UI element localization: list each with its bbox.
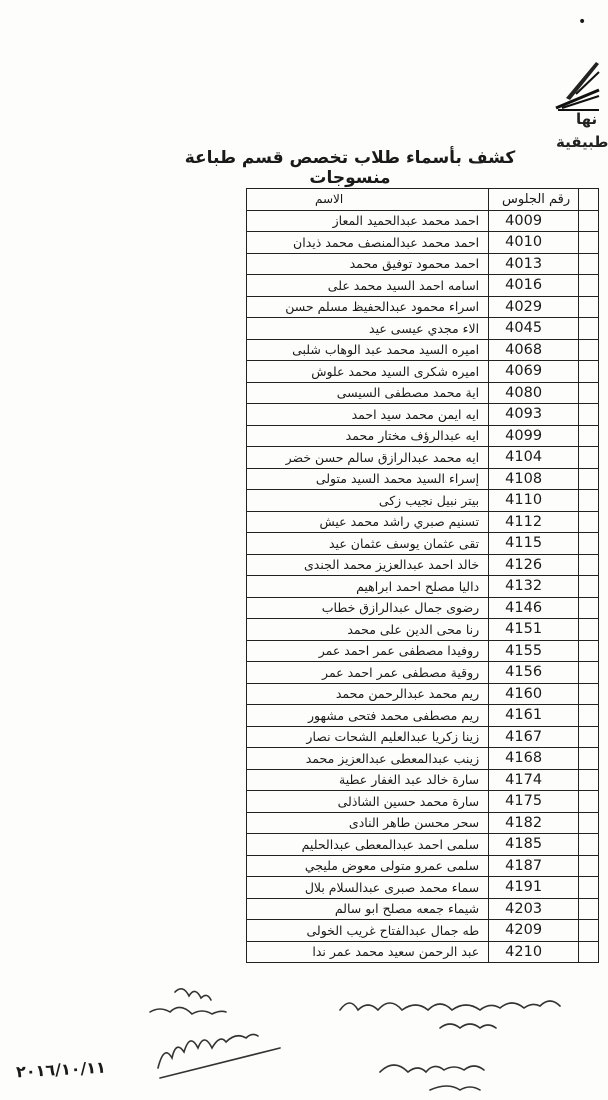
table-row [247,597,599,619]
table-row [247,468,599,490]
student-name-cell: ايه عبدالرؤف مختار محمد [247,425,489,447]
seat-number-cell: 4112 [489,511,579,533]
student-name-cell: رنا محى الدين على محمد [247,619,489,641]
table-row [247,877,599,899]
table-row [247,920,599,942]
institution-logo [556,52,599,112]
seat-number-cell: 4182 [489,812,579,834]
seat-number-cell: 4160 [489,683,579,705]
table-row [247,812,599,834]
extra-cell [579,382,599,404]
table-row [247,382,599,404]
seat-number-cell: 4010 [489,232,579,254]
student-name-cell: عبد الرحمن سعيد محمد عمر ندا [247,941,489,963]
table-body [247,210,599,963]
seat-number-cell: 4068 [489,339,579,361]
extra-cell [579,511,599,533]
seat-number-cell: 4174 [489,769,579,791]
table-row [247,253,599,275]
extra-cell [579,339,599,361]
table-row [247,296,599,318]
student-name-cell: تقى عثمان يوسف عثمان عيد [247,533,489,555]
extra-cell [579,769,599,791]
table-header-row [247,189,599,211]
seat-number-cell: 4167 [489,726,579,748]
extra-cell [579,791,599,813]
seat-number-cell: 4126 [489,554,579,576]
table-row [247,791,599,813]
table-row [247,511,599,533]
header-fragment-1: نها [576,110,598,128]
seat-number-cell: 4187 [489,855,579,877]
student-name-cell: ريم مصطفى محمد فتحى مشهور [247,705,489,727]
page-title: كشف بأسماء طلاب تخصص قسم طباعة منسوجات [184,148,516,188]
extra-cell [579,554,599,576]
student-table [246,188,599,963]
student-name-cell: سارة محمد حسين الشاذلى [247,791,489,813]
table-row [247,339,599,361]
student-name-cell: اميره شكرى السيد محمد علوش [247,361,489,383]
table-row [247,576,599,598]
table-row [247,683,599,705]
seat-number-cell: 4110 [489,490,579,512]
extra-cell [579,404,599,426]
student-name-cell: ريم محمد عبدالرحمن محمد [247,683,489,705]
seat-number-cell: 4104 [489,447,579,469]
extra-cell [579,812,599,834]
extra-cell [579,576,599,598]
extra-cell [579,361,599,383]
seat-number-cell: 4210 [489,941,579,963]
table-row [247,855,599,877]
student-name-cell: خالد احمد عبدالعزيز محمد الجندى [247,554,489,576]
seat-number-cell: 4203 [489,898,579,920]
student-name-cell: ايه ايمن محمد سيد احمد [247,404,489,426]
seat-number-cell: 4016 [489,275,579,297]
extra-cell [579,662,599,684]
seat-number-cell: 4115 [489,533,579,555]
extra-cell [579,877,599,899]
table-row [247,232,599,254]
seat-number-cell: 4185 [489,834,579,856]
student-name-cell: الاء مجدي عيسى عيد [247,318,489,340]
table-row [247,748,599,770]
student-name-cell: شيماء جمعه مصلح ابو سالم [247,898,489,920]
table-row [247,404,599,426]
extra-cell [579,468,599,490]
extra-cell [579,425,599,447]
table-row [247,361,599,383]
student-name-cell: روقية مصطفى عمر احمد عمر [247,662,489,684]
seat-number-cell: 4168 [489,748,579,770]
student-name-cell: داليا مصلح احمد ابراهيم [247,576,489,598]
extra-cell [579,275,599,297]
student-name-cell: احمد محمود توفيق محمد [247,253,489,275]
table-row [247,425,599,447]
student-name-cell: طه جمال عبدالفتاح غريب الخولى [247,920,489,942]
seat-number-cell: 4080 [489,382,579,404]
extra-cell [579,619,599,641]
seat-column-header: رقم الجلوس [489,189,579,211]
seat-number-cell: 4156 [489,662,579,684]
extra-cell [579,253,599,275]
table-row [247,210,599,232]
handwritten-signatures [0,980,599,1100]
student-name-cell: روفيدا مصطفى عمر احمد عمر [247,640,489,662]
seat-number-cell: 4029 [489,296,579,318]
student-name-cell: اميره السيد محمد عبد الوهاب شلبى [247,339,489,361]
student-name-cell: زينب عبدالمعطى عبدالعزيز محمد [247,748,489,770]
table-row [247,705,599,727]
table-row [247,640,599,662]
extra-cell [579,318,599,340]
extra-cell [579,210,599,232]
student-name-cell: سلمى احمد عبدالمعطى عبدالحليم [247,834,489,856]
student-name-cell: بيتر نبيل نجيب زكى [247,490,489,512]
student-name-cell: اية محمد مصطفى السيسى [247,382,489,404]
student-name-cell: اسامه احمد السيد محمد على [247,275,489,297]
seat-number-cell: 4191 [489,877,579,899]
student-name-cell: رضوى جمال عبدالرازق خطاب [247,597,489,619]
seat-number-cell: 4013 [489,253,579,275]
seat-number-cell: 4045 [489,318,579,340]
student-name-cell: زينا زكريا عبدالعليم الشحات نصار [247,726,489,748]
student-name-cell: تسنيم صبري راشد محمد عيش [247,511,489,533]
name-column-header: الاسم [247,189,489,211]
seat-number-cell: 4099 [489,425,579,447]
extra-cell [579,447,599,469]
student-name-cell: سحر محسن طاهر النادى [247,812,489,834]
table-row [247,619,599,641]
table-row [247,941,599,963]
extra-cell [579,920,599,942]
table-row [247,834,599,856]
seat-number-cell: 4161 [489,705,579,727]
extra-cell [579,834,599,856]
extra-cell [579,683,599,705]
extra-cell [579,898,599,920]
student-name-cell: احمد محمد عبدالمنصف محمد ذيدان [247,232,489,254]
seat-number-cell: 4146 [489,597,579,619]
corner-mark: • [578,14,587,30]
student-name-cell: سماء محمد صبرى عبدالسلام بلال [247,877,489,899]
seat-number-cell: 4175 [489,791,579,813]
table-row [247,554,599,576]
extra-cell [579,232,599,254]
extra-cell [579,705,599,727]
seat-number-cell: 4108 [489,468,579,490]
table-row [247,447,599,469]
extra-cell [579,855,599,877]
seat-number-cell: 4209 [489,920,579,942]
student-name-cell: إسراء السيد محمد السيد متولى [247,468,489,490]
table-row [247,662,599,684]
extra-cell [579,296,599,318]
extra-cell [579,748,599,770]
table-row [247,490,599,512]
table-row [247,533,599,555]
student-name-cell: ايه محمد عبدالرازق سالم حسن خضر [247,447,489,469]
extra-cell [579,640,599,662]
student-name-cell: سلمى عمرو متولى معوض مليجي [247,855,489,877]
table-row [247,318,599,340]
student-name-cell: سارة خالد عبد الغفار عطية [247,769,489,791]
student-name-cell: احمد محمد عبدالحميد المعاز [247,210,489,232]
extra-column-header [579,189,599,211]
extra-cell [579,726,599,748]
seat-number-cell: 4093 [489,404,579,426]
extra-cell [579,941,599,963]
extra-cell [579,533,599,555]
seat-number-cell: 4155 [489,640,579,662]
signature-date: ٢٠١٦/١٠/١١ [15,1057,107,1082]
table-row [247,769,599,791]
header-fragment-2: طبيقية [556,133,608,151]
seat-number-cell: 4009 [489,210,579,232]
table-row [247,898,599,920]
table-row [247,275,599,297]
seat-number-cell: 4151 [489,619,579,641]
extra-cell [579,490,599,512]
student-name-cell: اسراء محمود عبدالحفيظ مسلم حسن [247,296,489,318]
seat-number-cell: 4132 [489,576,579,598]
seat-number-cell: 4069 [489,361,579,383]
extra-cell [579,597,599,619]
table-row [247,726,599,748]
